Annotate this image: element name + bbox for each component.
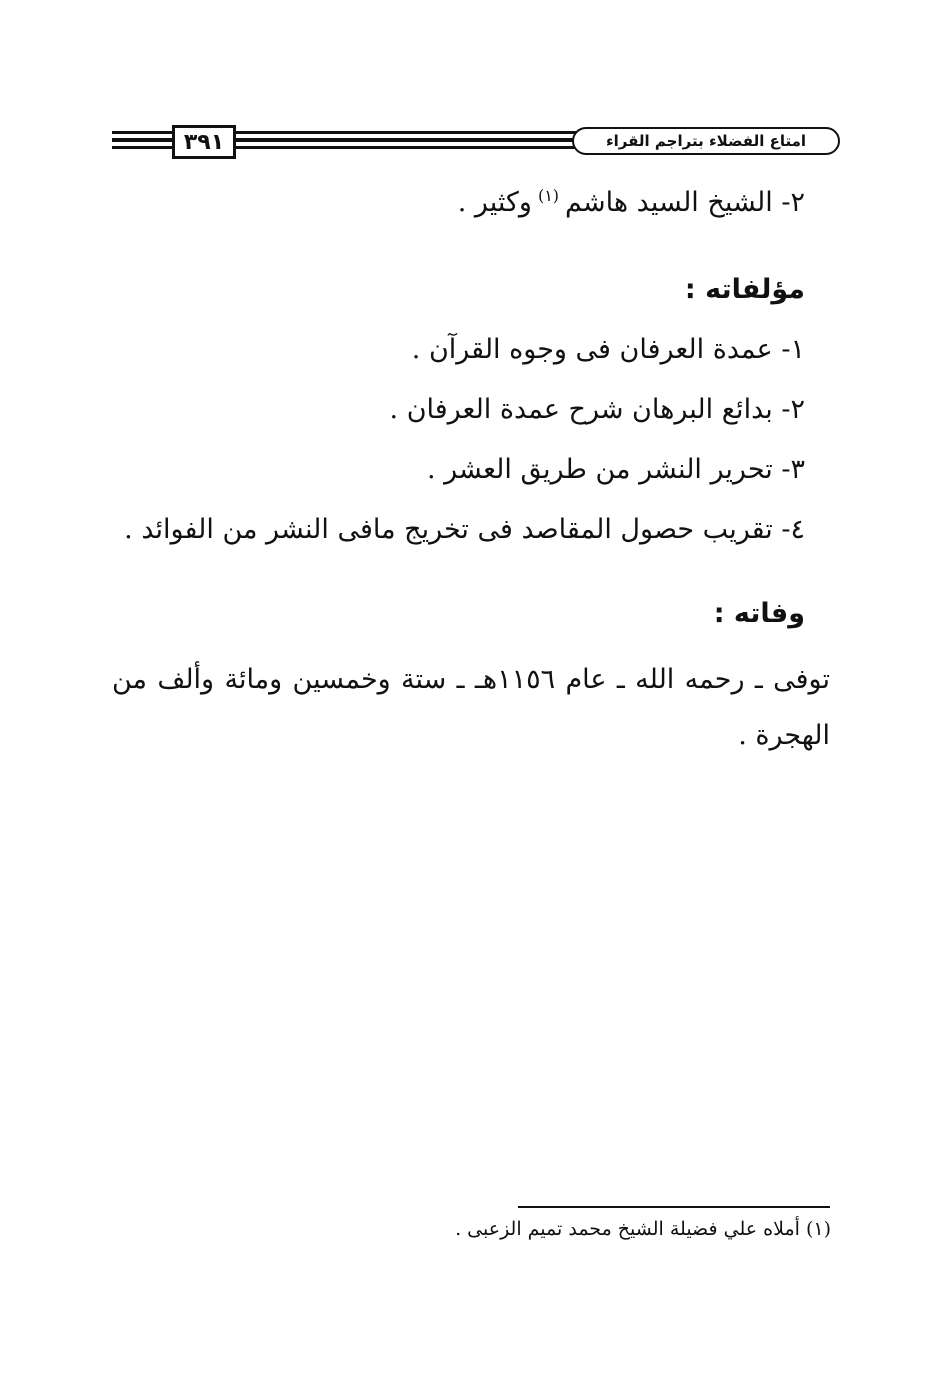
works-item: ٣- تحرير النشر من طريق العشر . — [426, 454, 805, 485]
footnote-separator — [518, 1206, 830, 1208]
death-paragraph: توفى ـ رحمه الله ـ عام ١١٥٦هـ ـ ستة وخمسين ومائة وألف من الهجرة . — [112, 664, 830, 751]
works-item: ١- عمدة العرفان فى وجوه القرآن . — [411, 334, 805, 365]
works-item: ٢- بدائع البرهان شرح عمدة العرفان . — [389, 394, 805, 425]
works-heading: مؤلفاته : — [684, 274, 805, 305]
student-item — [458, 186, 805, 218]
running-title: امتاع الفضلاء بتراجم القراء — [572, 127, 840, 155]
student-item-text: ٢- الشيخ السيد هاشم — [565, 187, 805, 218]
page-header — [112, 125, 840, 165]
death-heading: وفاته : — [713, 598, 805, 629]
page-number: ٣٩١ — [172, 125, 236, 159]
student-item-tail: وكثير . — [457, 187, 532, 218]
footnote: (١) أملاه علي فضيلة الشيخ محمد تميم الزعبى . — [455, 1218, 831, 1240]
works-item: ٤- تقريب حصول المقاصد فى تخريج مافى النشر من الفوائد . — [124, 514, 805, 545]
footnote-ref[interactable]: (١) — [537, 186, 560, 205]
